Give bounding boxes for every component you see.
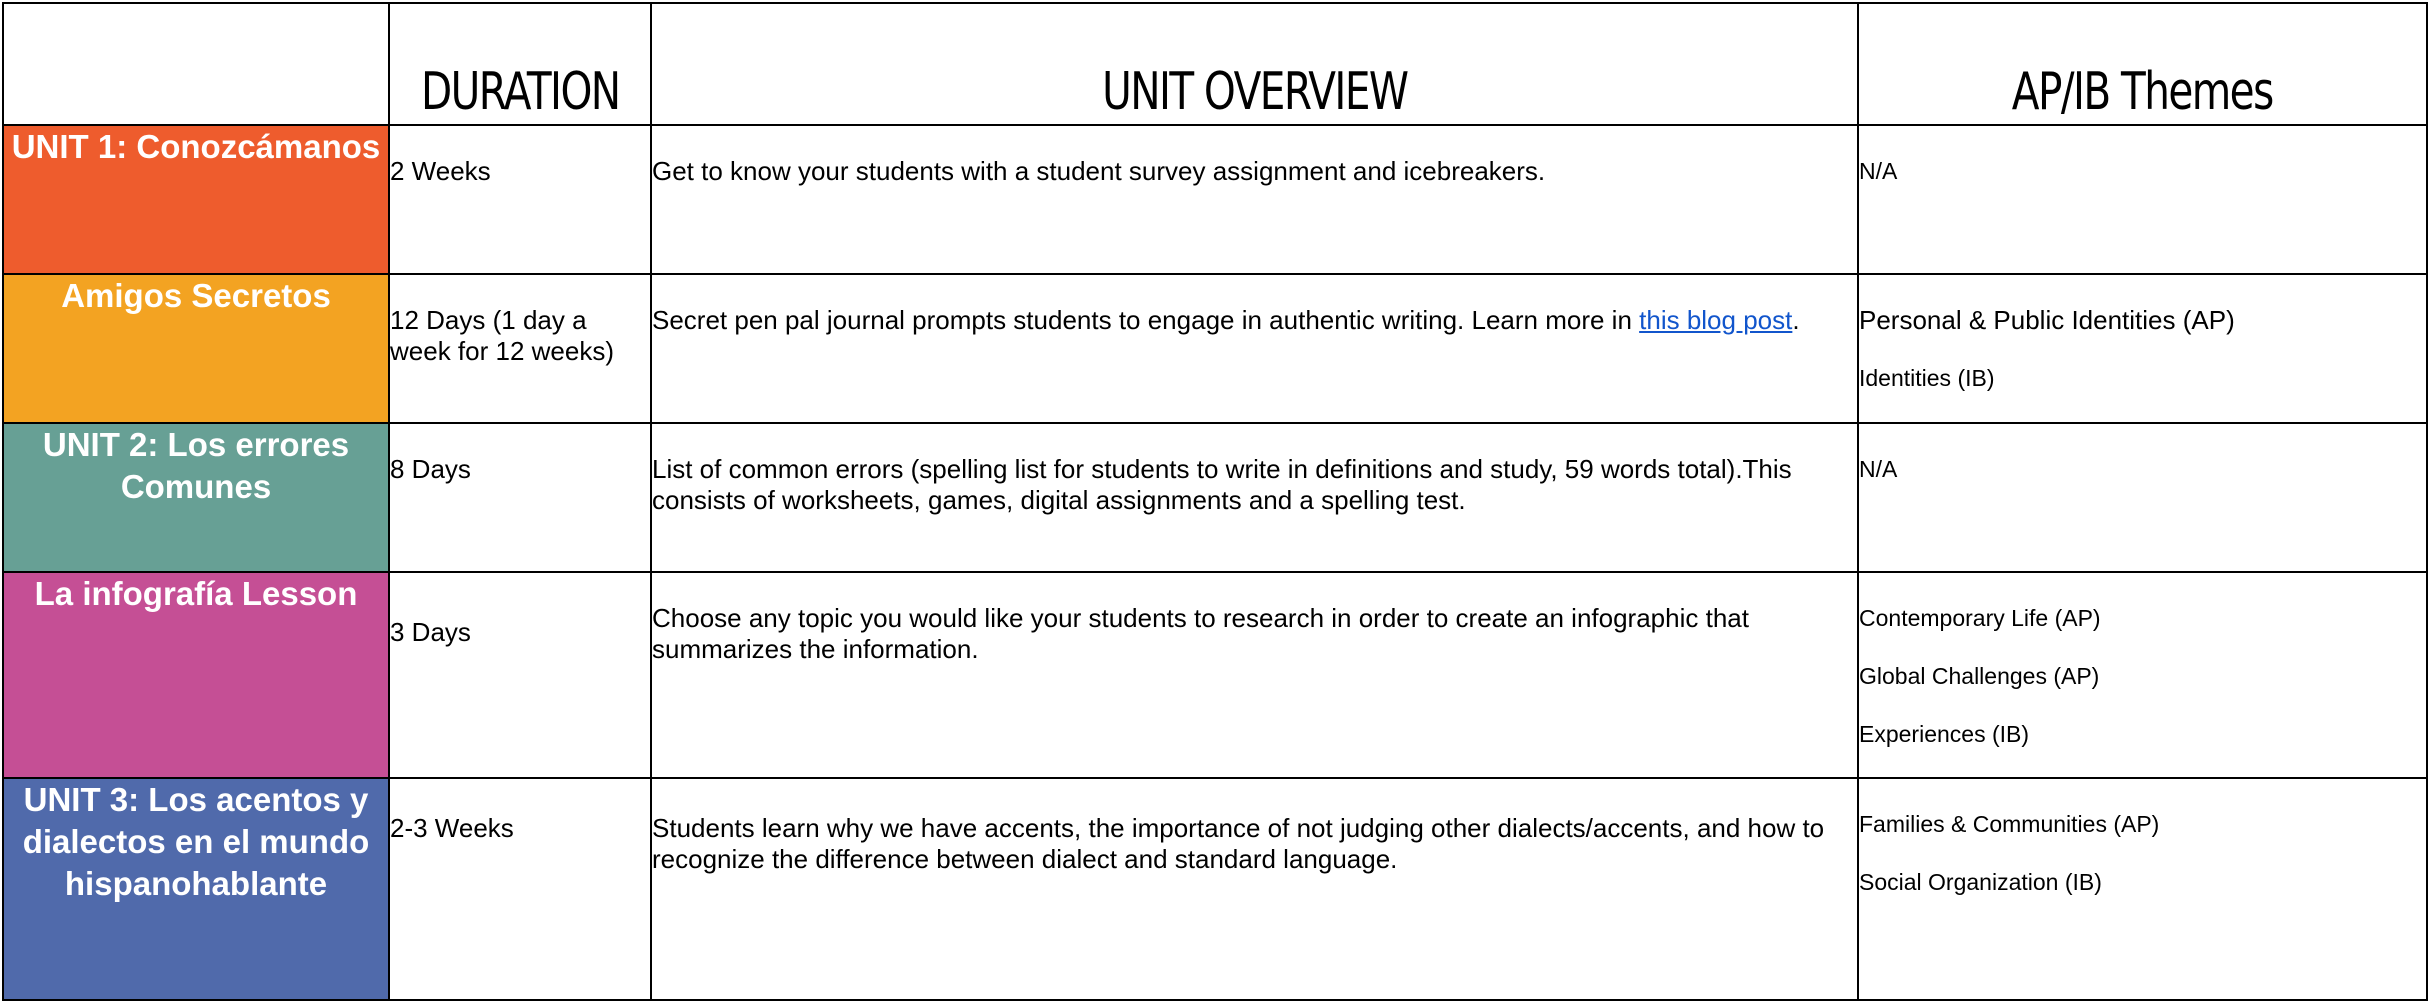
header-row [3, 3, 2427, 125]
unit-plan-table [2, 2, 2428, 1001]
theme-item: Experiences (IB) [1859, 721, 2030, 747]
theme-item: N/A [1859, 158, 1898, 184]
theme-item: Contemporary Life (AP) [1859, 605, 2101, 631]
unit-3-overview: Students learn why we have accents, the importance of not judging other dialects/accents, and how to recognize the difference between dialect and standard language. [651, 778, 1858, 1000]
table-row [3, 274, 2427, 423]
amigos-secretos-overview [651, 274, 1858, 423]
theme-item: Personal & Public Identities (AP) [1859, 305, 2235, 335]
unit-1-themes [1858, 125, 2427, 274]
theme-item: Identities (IB) [1859, 365, 1995, 391]
unit-2-overview: List of common errors (spelling list for students to write in definitions and study, 59 words total).This consists of worksheets, games, digital assignments and a spelling test. [651, 423, 1858, 572]
unit-1-overview: Get to know your students with a student survey assignment and icebreakers. [651, 125, 1858, 274]
unit-2-duration: 8 Days [389, 423, 651, 572]
theme-item: Global Challenges (AP) [1859, 663, 2100, 689]
unit-3-title: UNIT 3: Los acentos y dialectos en el mundo hispanohablante [3, 778, 389, 1000]
infografia-title: La infografía Lesson [3, 572, 389, 778]
amigos-secretos-themes [1858, 274, 2427, 423]
table-row [3, 778, 2427, 1000]
overview-text: Secret pen pal journal prompts students to engage in authentic writing. Learn more in [652, 305, 1640, 335]
header-unit [3, 3, 389, 125]
header-themes: AP/IB Themes [1858, 3, 2427, 125]
header-overview: UNIT OVERVIEW [651, 3, 1858, 125]
unit-2-title: UNIT 2: Los errores Comunes [3, 423, 389, 572]
blog-post-link[interactable]: this blog post [1639, 305, 1793, 335]
unit-3-duration: 2-3 Weeks [389, 778, 651, 1000]
unit-1-title: UNIT 1: Conozcámanos [3, 125, 389, 274]
overview-period: . [1792, 305, 1800, 335]
table-row [3, 423, 2427, 572]
amigos-secretos-duration: 12 Days (1 day a week for 12 weeks) [389, 274, 651, 423]
unit-3-themes [1858, 778, 2427, 1000]
unit-2-themes [1858, 423, 2427, 572]
infografia-themes [1858, 572, 2427, 778]
theme-item: Families & Communities (AP) [1859, 811, 2160, 837]
table-row [3, 572, 2427, 778]
infografia-duration: 3 Days [389, 572, 651, 778]
theme-item: Social Organization (IB) [1859, 869, 2102, 895]
infografia-overview: Choose any topic you would like your students to research in order to create an infographic that summarizes the information. [651, 572, 1858, 778]
unit-1-duration: 2 Weeks [389, 125, 651, 274]
table-row [3, 125, 2427, 274]
amigos-secretos-title: Amigos Secretos [3, 274, 389, 423]
header-duration: DURATION [389, 3, 651, 125]
theme-item: N/A [1859, 456, 1898, 482]
